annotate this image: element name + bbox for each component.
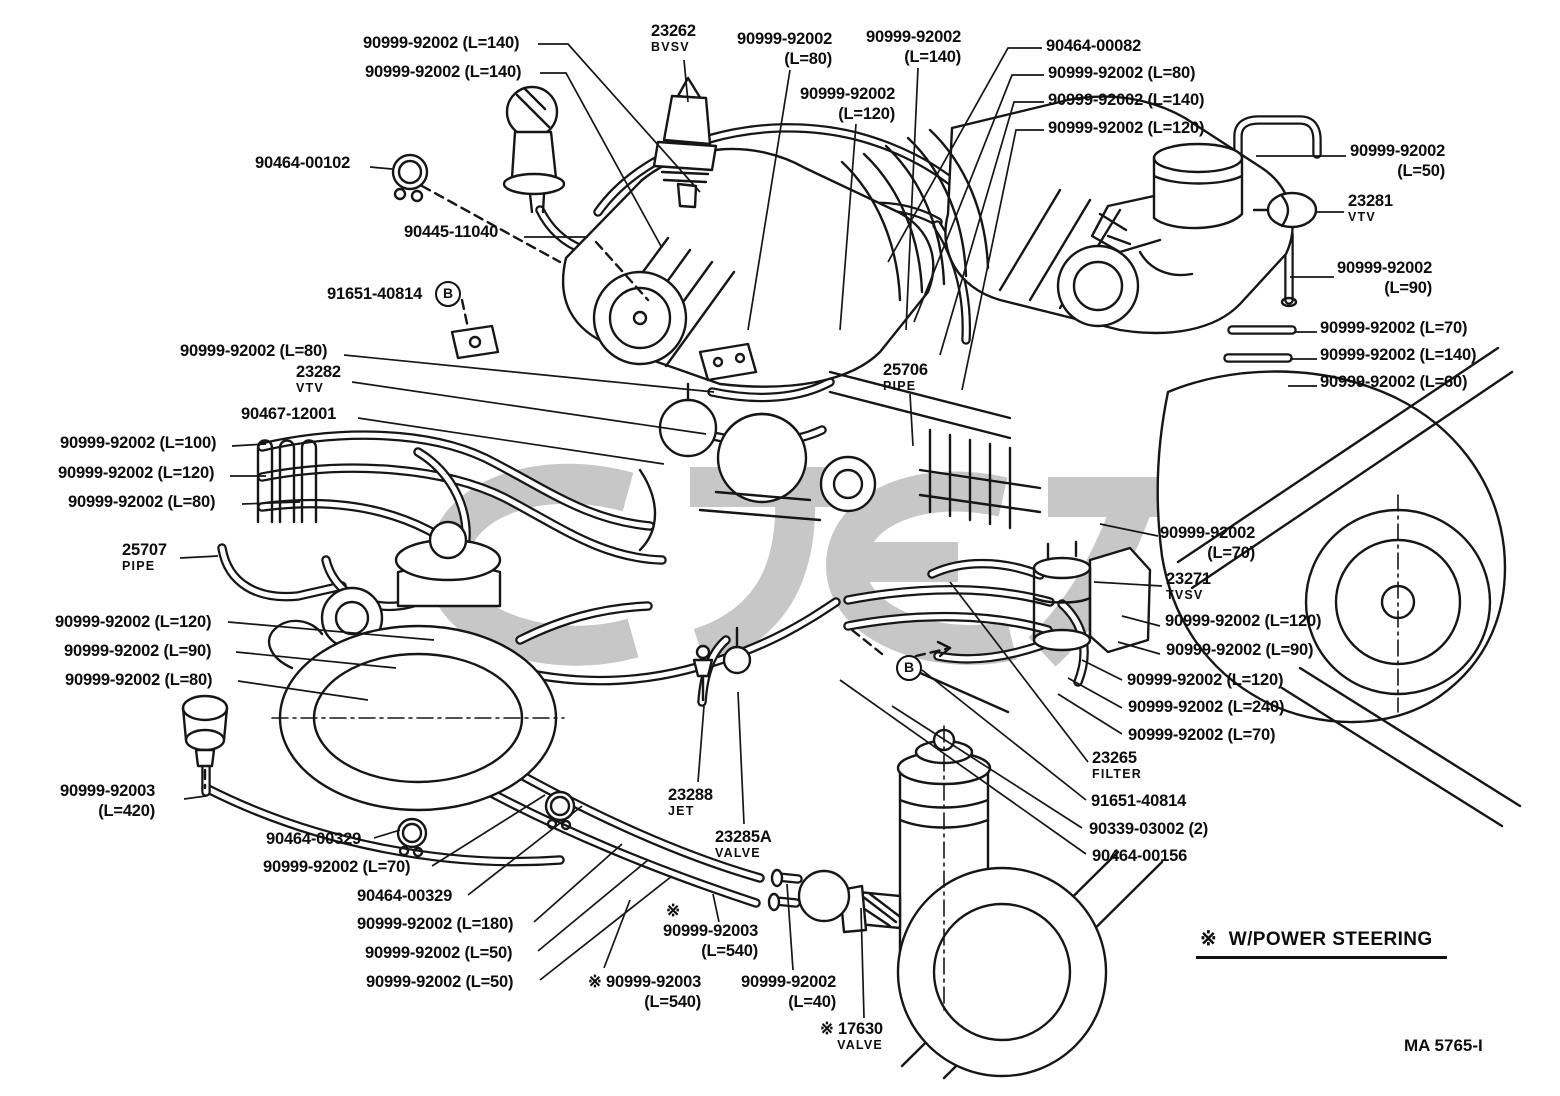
part-number: 90999-92002 (L=100) [60,434,217,452]
part-label [180,341,327,361]
part-number: 23282 [296,363,341,381]
part-label [363,33,519,53]
part-label [800,84,895,124]
part-number: 90999-92002 (L=120) [1165,612,1322,630]
part-number: 90999-92002 (L=70) [1128,726,1276,744]
part-label [365,943,512,963]
part-label [1091,791,1186,811]
part-length: (L=90) [1384,279,1433,298]
part-label [1089,819,1208,839]
part-number: 90999-92002 (L=180) [357,915,514,933]
part-label [1128,697,1284,717]
part-number: 90999-92002 (L=140) [1320,346,1477,364]
part-label-17630 [820,1019,883,1052]
part-label [588,972,701,1012]
part-label [255,153,350,173]
part-number: 90999-92002 (L=80) [1048,64,1196,82]
part-number: 90999-92002 (L=120) [58,464,215,482]
part-label-23281 [1348,191,1393,224]
part-label-25706 [883,360,928,393]
part-number: 90464-00329 [357,887,453,905]
part-type: TVSV [1166,588,1204,603]
part-label [663,921,758,961]
part-label-23262 [651,21,696,54]
part-label [357,886,452,906]
power-steering-legend [1196,926,1447,959]
part-number: 23281 [1348,192,1393,210]
part-label [241,404,336,424]
part-label [1166,640,1313,660]
part-label [366,972,513,992]
part-length: (L=40) [788,993,837,1012]
part-type: BVSV [651,40,690,55]
part-number: 90999-92002 [737,30,833,48]
part-number: 90999-92002 (L=70) [263,858,411,876]
part-number: 23285A [715,828,772,846]
part-length: (L=70) [1207,544,1256,563]
part-number: 90467-12001 [241,405,337,423]
part-number: 90999-92002 (L=240) [1128,698,1285,716]
part-number: 90999-92002 (L=80) [68,493,216,511]
part-label [737,29,832,69]
part-number: 90464-00082 [1046,37,1142,55]
part-label [60,433,216,453]
part-label [404,222,498,242]
part-label [327,284,422,304]
part-label [365,62,521,82]
part-number: 90999-92002 [1337,259,1433,277]
part-number: 90999-92002 [1350,142,1446,160]
part-number: 90999-92002 (L=50) [365,944,513,962]
part-label-23265 [1092,748,1142,781]
part-number: 90999-92002 (L=90) [1166,641,1314,659]
part-number: 90999-92002 (L=120) [1127,671,1284,689]
part-number: 90999-92002 (L=140) [1048,91,1205,109]
part-label [1127,670,1283,690]
part-label [1350,141,1445,181]
part-number: 90999-92002 [800,85,896,103]
part-length: (L=80) [784,50,833,69]
part-label [1092,846,1187,866]
part-number: 90464-00329 [266,830,362,848]
part-number: 91651-40814 [327,285,423,303]
b-reference-marker: B [896,655,922,681]
part-number: 91651-40814 [1091,792,1187,810]
part-number: 90999-92002 (L=60) [1320,373,1468,391]
part-number: ※ 90999-92003 [588,973,702,991]
part-number: 90999-92002 (L=80) [65,671,213,689]
part-type: PIPE [883,379,917,394]
part-label [263,857,410,877]
part-label [266,829,361,849]
part-number: 90999-92002 (L=120) [1048,119,1205,137]
part-label [1160,523,1255,563]
part-length: (L=50) [1397,162,1446,181]
part-number: 90464-00102 [255,154,351,172]
part-label [741,972,836,1012]
part-number: 90999-92002 [1160,524,1256,542]
part-label [1048,118,1204,138]
part-type: VTV [296,381,324,396]
part-label [58,463,214,483]
part-number: 90999-92002 (L=120) [55,613,212,631]
part-number: 90999-92002 (L=90) [64,642,212,660]
part-label [357,914,513,934]
part-label-25707 [122,540,167,573]
part-number: 90339-03002 (2) [1089,820,1209,838]
part-type: PIPE [122,559,156,574]
part-number: 90999-92002 [866,28,962,46]
part-label [65,670,212,690]
part-type: JET [668,804,695,819]
part-label [1337,258,1432,298]
part-number: 90999-92003 [663,922,759,940]
legend-text: W/POWER STEERING [1228,929,1433,950]
part-label [64,641,211,661]
part-label-23288 [668,785,713,818]
part-label [1165,611,1321,631]
part-number: 90999-92002 (L=70) [1320,319,1468,337]
part-number: 90999-92002 [741,973,837,991]
part-label [1048,63,1195,83]
part-label [1320,345,1476,365]
asterisk-marker: ※ [666,901,681,920]
part-length: (L=540) [644,993,702,1012]
part-label-23271 [1166,569,1211,602]
part-label [866,27,961,67]
part-number: 90464-00156 [1092,847,1188,865]
part-label [55,612,211,632]
part-number: 23271 [1166,570,1211,588]
part-label-23282 [296,362,341,395]
part-number: 90999-92002 (L=50) [366,973,514,991]
part-length: (L=420) [98,802,156,821]
part-label [1048,90,1204,110]
part-label [68,492,215,512]
part-label [1320,372,1467,392]
part-number: 90999-92002 (L=140) [363,34,520,52]
drawing-number: MA 5765-I [1404,1036,1483,1055]
part-number: ※ 17630 [820,1020,883,1038]
part-number: 90999-92003 [60,782,156,800]
part-label [60,781,155,821]
part-length: (L=540) [701,942,759,961]
part-number: 23288 [668,786,713,804]
part-number: 90445-11040 [404,223,499,241]
part-number: 23262 [651,22,696,40]
part-number: 25707 [122,541,167,559]
part-label-23285A [715,827,772,860]
part-type: VALVE [837,1038,883,1053]
part-type: VTV [1348,210,1376,225]
asterisk-marker: ※ [1200,928,1217,950]
part-label [1128,725,1275,745]
part-length: (L=120) [838,105,896,124]
part-label [1320,318,1467,338]
part-label [1046,36,1141,56]
part-type: FILTER [1092,767,1143,782]
part-number: 23265 [1092,749,1137,767]
b-reference-marker: B [435,281,461,307]
part-number: 90999-92002 (L=140) [365,63,522,81]
part-length: (L=140) [904,48,962,67]
part-number: 25706 [883,361,928,379]
part-type: VALVE [715,846,761,861]
part-number: 90999-92002 (L=80) [180,342,328,360]
